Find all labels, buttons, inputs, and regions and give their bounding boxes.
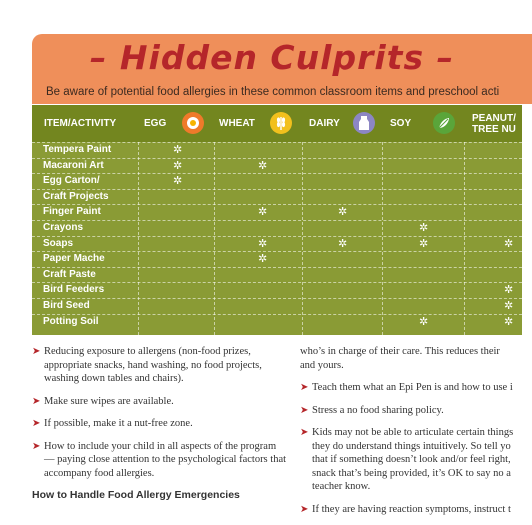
list-item: ➤ Kids may not be able to articulate certain things they do understand things intuitively. So tell yo that if something doesn’t look and/or feel right, snack that’s being provided, it’s OK to say no a teacher know. [300, 427, 514, 492]
table-row [32, 267, 522, 284]
table-row [32, 189, 522, 206]
soy-icon [433, 112, 455, 134]
milk-icon [353, 112, 375, 134]
arrow-bullet-icon: ➤ [300, 503, 309, 515]
table-row [32, 282, 522, 299]
allergen-mark-icon: ✲ [504, 237, 514, 250]
row-label: Craft Paste [43, 268, 96, 280]
list-item: ➤ Make sure wipes are available. [32, 395, 174, 407]
allergen-mark-icon: ✲ [258, 237, 268, 250]
header-wheat: WHEAT [219, 118, 255, 129]
table-row [32, 158, 522, 175]
title-banner [32, 34, 532, 104]
table-row [32, 142, 522, 159]
table-row [32, 204, 522, 221]
allergen-mark-icon: ✲ [504, 300, 514, 312]
header-dairy: DAIRY [309, 118, 340, 129]
row-label: Craft Projects [43, 190, 109, 202]
row-label: Finger Paint [43, 206, 101, 218]
row-label: Soaps [43, 237, 74, 249]
allergy-table [32, 105, 522, 335]
page-subtitle: Be aware of potential food allergies in these common classroom items and preschool acti [46, 86, 500, 98]
list-item: ➤ If they are having reaction symptoms, instruct t [300, 503, 511, 515]
allergen-mark-icon: ✲ [258, 159, 268, 172]
allergen-mark-icon: ✲ [258, 206, 268, 219]
row-label: Paper Mache [43, 253, 105, 265]
row-label: Tempera Paint [43, 144, 112, 155]
allergen-mark-icon: ✲ [173, 144, 183, 156]
list-item: ➤ Teach them what an Epi Pen is and how to use i [300, 382, 513, 393]
allergen-mark-icon: ✲ [504, 284, 514, 297]
egg-icon [182, 112, 204, 134]
header-item-activity: ITEM/ACTIVITY [44, 118, 117, 129]
header-egg: EGG [144, 118, 167, 129]
row-label: Macaroni Art [43, 159, 104, 171]
arrow-bullet-icon: ➤ [32, 418, 41, 429]
allergen-mark-icon: ✲ [338, 237, 348, 250]
table-header [32, 105, 522, 142]
header-soy: SOY [390, 118, 412, 129]
table-row [32, 314, 522, 331]
row-label: Crayons [43, 222, 84, 233]
wheat-icon [270, 112, 292, 134]
row-label: Egg Carton/ [43, 175, 100, 187]
allergen-mark-icon: ✲ [419, 315, 429, 328]
allergen-mark-icon: ✲ [338, 206, 348, 219]
right-text-column [300, 345, 530, 525]
list-item: ➤ If possible, make it a nut-free zone. [32, 418, 193, 429]
allergen-mark-icon: ✲ [173, 159, 183, 172]
left-text-column [32, 345, 287, 501]
table-row [32, 251, 522, 268]
arrow-bullet-icon: ➤ [300, 382, 309, 393]
page-title: – Hidden Culprits – [89, 38, 455, 77]
table-row [32, 298, 522, 315]
allergen-mark-icon: ✲ [173, 175, 183, 188]
allergen-mark-icon: ✲ [419, 237, 429, 250]
arrow-bullet-icon: ➤ [32, 346, 41, 357]
arrow-bullet-icon: ➤ [32, 440, 41, 452]
section-heading: How to Handle Food Allergy Emergencies [32, 489, 240, 501]
allergen-mark-icon: ✲ [504, 315, 514, 328]
arrow-bullet-icon: ➤ [32, 395, 41, 407]
paragraph: who’s in charge of their care. This reduces their and yours. [300, 346, 500, 371]
list-item: ➤ How to include your child in all aspects of the program — paying close attention to the psychological factors that accompany food allergies. [32, 440, 287, 479]
row-label: Bird Feeders [43, 284, 105, 296]
row-label: Potting Soil [43, 315, 99, 327]
header-peanut: PEANUT/ TREE NU [472, 112, 516, 135]
table-row [32, 173, 522, 190]
row-label: Bird Seed [43, 300, 90, 311]
list-item: ➤ Stress a no food sharing policy. [300, 404, 444, 416]
arrow-bullet-icon: ➤ [300, 404, 309, 416]
list-item: ➤ Reducing exposure to allergens (non-food prizes, appropriate snacks, hand washing, no food projects, washing down tables and chairs). [32, 346, 262, 384]
allergen-mark-icon: ✲ [419, 222, 429, 234]
arrow-bullet-icon: ➤ [300, 427, 309, 438]
table-row [32, 220, 522, 237]
table-row [32, 236, 522, 253]
allergen-mark-icon: ✲ [258, 253, 268, 266]
